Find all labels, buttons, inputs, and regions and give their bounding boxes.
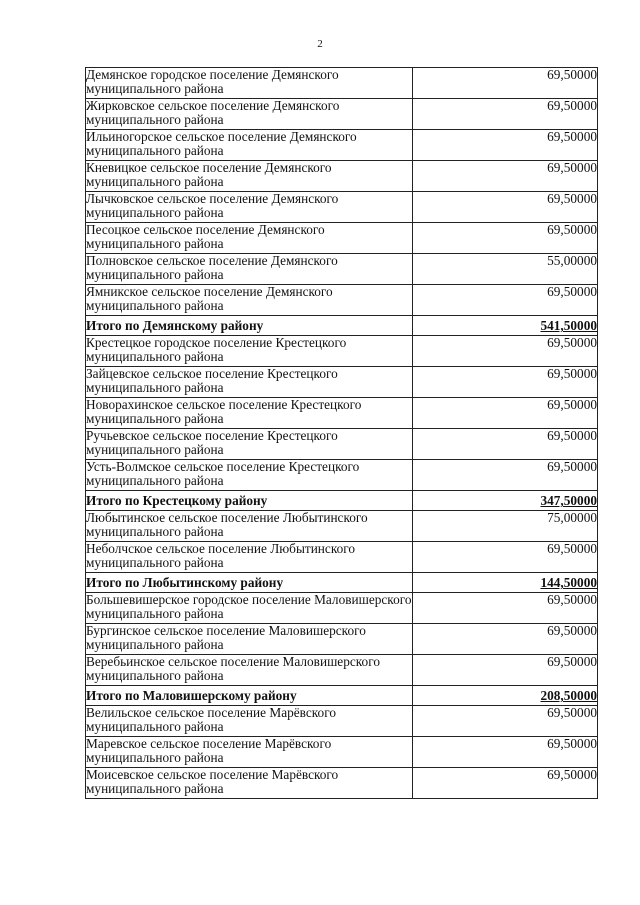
table-total-row [86, 316, 598, 336]
settlement-value: 69,50000 [413, 429, 598, 460]
settlement-name: Новорахинское сельское поселение Крестецкого муниципального района [86, 398, 413, 429]
settlement-value: 69,50000 [413, 624, 598, 655]
settlement-name: Моисевское сельское поселение Марёвского муниципального района [86, 768, 413, 799]
table-row [86, 768, 598, 799]
table-row [86, 285, 598, 316]
table-row [86, 511, 598, 542]
settlement-value: 69,50000 [413, 398, 598, 429]
table-row [86, 223, 598, 254]
settlement-name: Веребьинское сельское поселение Маловишерского муниципального района [86, 655, 413, 686]
settlement-value: 69,50000 [413, 737, 598, 768]
district-total-label: Итого по Любытинскому району [86, 573, 413, 593]
district-total-value: 347,50000 [413, 491, 598, 511]
settlement-name: Ручьевское сельское поселение Крестецкого муниципального района [86, 429, 413, 460]
settlement-value: 69,50000 [413, 192, 598, 223]
district-total-label: Итого по Демянскому району [86, 316, 413, 336]
settlement-value: 55,00000 [413, 254, 598, 285]
district-total-value: 208,50000 [413, 686, 598, 706]
district-total-value: 144,50000 [413, 573, 598, 593]
settlement-value: 69,50000 [413, 367, 598, 398]
table-total-row [86, 491, 598, 511]
table-row [86, 706, 598, 737]
settlement-name: Кневицкое сельское поселение Демянского муниципального района [86, 161, 413, 192]
settlement-value: 69,50000 [413, 336, 598, 367]
table-row [86, 398, 598, 429]
table-row [86, 593, 598, 624]
settlement-value: 69,50000 [413, 706, 598, 737]
settlement-value: 69,50000 [413, 768, 598, 799]
table-row [86, 367, 598, 398]
settlement-name: Неболчское сельское поселение Любытинского муниципального района [86, 542, 413, 573]
settlement-value: 69,50000 [413, 542, 598, 573]
table-row [86, 460, 598, 491]
settlement-value: 75,00000 [413, 511, 598, 542]
table-total-row [86, 686, 598, 706]
settlement-value: 69,50000 [413, 285, 598, 316]
settlement-name: Жирковское сельское поселение Демянского муниципального района [86, 99, 413, 130]
settlement-name: Усть-Волмское сельское поселение Крестецкого муниципального района [86, 460, 413, 491]
settlement-value: 69,50000 [413, 161, 598, 192]
settlement-value: 69,50000 [413, 68, 598, 99]
table-row [86, 130, 598, 161]
settlement-name: Песоцкое сельское поселение Демянского муниципального района [86, 223, 413, 254]
table-row [86, 336, 598, 367]
table-row [86, 624, 598, 655]
settlement-name: Лычковское сельское поселение Демянского муниципального района [86, 192, 413, 223]
table-row [86, 737, 598, 768]
table-row [86, 192, 598, 223]
settlement-name: Большевишерское городское поселение Маловишерского муниципального района [86, 593, 413, 624]
settlement-name: Любытинское сельское поселение Любытинского муниципального района [86, 511, 413, 542]
table-row [86, 655, 598, 686]
settlement-name: Ямникское сельское поселение Демянского муниципального района [86, 285, 413, 316]
settlement-funding-table [85, 67, 598, 799]
table-body [86, 68, 598, 799]
settlement-value: 69,50000 [413, 460, 598, 491]
district-total-label: Итого по Крестецкому району [86, 491, 413, 511]
settlement-name: Крестецкое городское поселение Крестецкого муниципального района [86, 336, 413, 367]
settlement-value: 69,50000 [413, 130, 598, 161]
table-row [86, 99, 598, 130]
district-total-label: Итого по Маловишерскому району [86, 686, 413, 706]
settlement-name: Бургинское сельское поселение Маловишерского муниципального района [86, 624, 413, 655]
table-row [86, 542, 598, 573]
settlement-name: Велильское сельское поселение Марёвского муниципального района [86, 706, 413, 737]
table-row [86, 429, 598, 460]
settlement-name: Зайцевское сельское поселение Крестецкого муниципального района [86, 367, 413, 398]
page-number: 2 [317, 38, 323, 50]
settlement-value: 69,50000 [413, 655, 598, 686]
settlement-name: Маревское сельское поселение Марёвского муниципального района [86, 737, 413, 768]
settlement-name: Демянское городское поселение Демянского муниципального района [86, 68, 413, 99]
settlement-name: Ильиногорское сельское поселение Демянского муниципального района [86, 130, 413, 161]
settlement-value: 69,50000 [413, 223, 598, 254]
table-total-row [86, 573, 598, 593]
settlement-value: 69,50000 [413, 99, 598, 130]
table-row [86, 161, 598, 192]
settlement-value: 69,50000 [413, 593, 598, 624]
table-row [86, 254, 598, 285]
table-row [86, 68, 598, 99]
district-total-value: 541,50000 [413, 316, 598, 336]
settlement-name: Полновское сельское поселение Демянского муниципального района [86, 254, 413, 285]
